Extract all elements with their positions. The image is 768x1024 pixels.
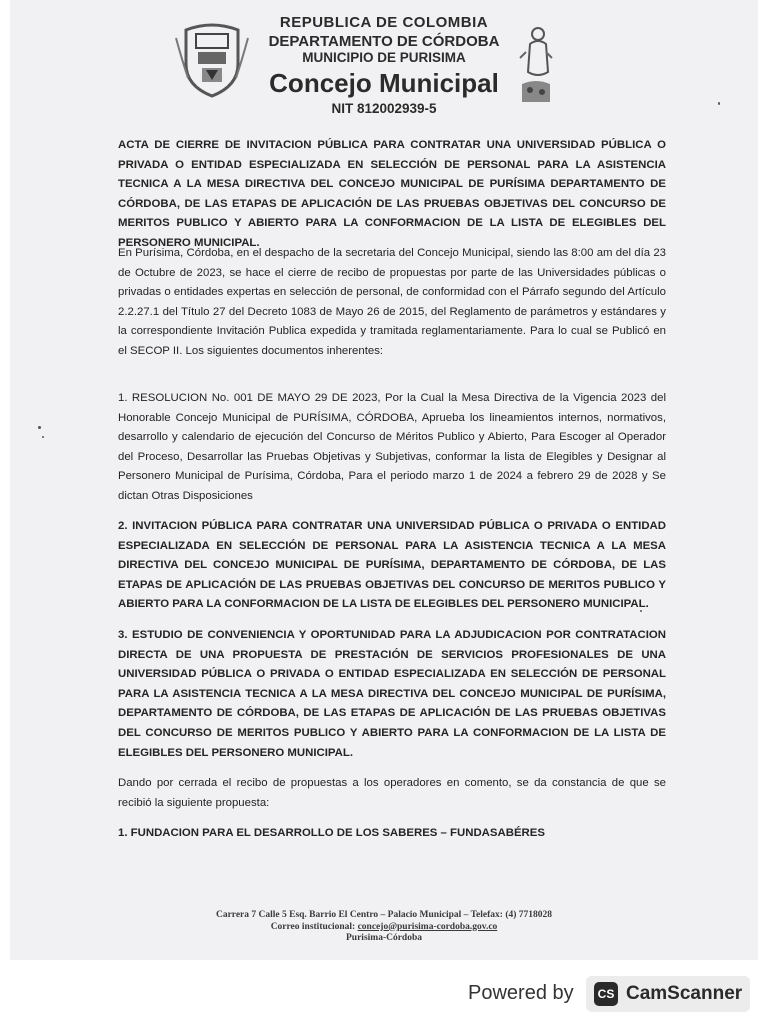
document-item-1: 1. RESOLUCION No. 001 DE MAYO 29 DE 2023, Por la Cual la Mesa Directiva de la Vigencia 2023 del Honorable Concejo Municipal de PURÍSIMA, CÓRDOBA, Aprueba los lineamientos internos, normativos, desarrollo y calendario de ejecución del Concurso de Méritos Publico y Abierto, Para Escoger al Operador del Proceso, Desarrollar las Pruebas Objetivas y Subjetivas, conformar la lista de Elegibles y Designar al Personero Municipal de Purísima, Córdoba, Para el periodo marzo 1 de 2024 a febrero 29 de 2028 y Se dictan Otras Disposiciones — [118, 392, 666, 502]
scan-speck — [38, 426, 41, 429]
received-proposal: 1. FUNDACION PARA EL DESARROLLO DE LOS SABERES – FUNDASABÉRES — [118, 827, 545, 839]
footer-email-line — [0, 922, 768, 934]
document-item-3: 3. ESTUDIO DE CONVENIENCIA Y OPORTUNIDAD PARA LA ADJUDICACION POR CONTRATACION DIRECTA DE UNA PROPUESTA DE PRESTACIÓN DE SERVICIOS PROFESIONALES DE UNA UNIVERSIDAD PÚBLICA O PRIVADA O ENTIDAD ESPECIALIZADA EN SELECCIÓN DE PERSONAL PARA LA ASISTENCIA TECNICA A LA MESA DIRECTIVA DEL CONCEJO MUNICIPAL DE PURÍSIMA, DEPARTAMENTO DE CÓRDOBA, DE LAS ETAPAS DE APLICACIÓN DE LAS PRUEBAS OBJETIVAS DEL CONCURSO DE MERITOS PUBLICO Y ABIERTO PARA LA CONFORMACION DE LA LISTA DE ELEGIBLES DEL PERSONERO MUNICIPAL. — [118, 629, 666, 759]
document-title: ACTA DE CIERRE DE INVITACION PÚBLICA PARA CONTRATAR UNA UNIVERSIDAD PÚBLICA O PRIVADA O ENTIDAD ESPECIALIZADA EN SELECCIÓN DE PERSONAL PARA LA ASISTENCIA TECNICA A LA MESA DIRECTIVA DEL CONCEJO MUNICIPAL DE PURÍSIMA DEPARTAMENTO DE CÓRDOBA, DE LAS ETAPAS DE APLICACIÓN DE LAS PRUEBAS OBJETIVAS DEL CONCURSO DE MERITOS PUBLICO Y ABIERTO PARA LA CONFORMACION DE LA LISTA DE ELEGIBLES DEL PERSONERO MUNICIPAL. — [118, 139, 666, 249]
letterhead-title: Concejo Municipal — [269, 68, 499, 98]
document-item-2: 2. INVITACION PÚBLICA PARA CONTRATAR UNA UNIVERSIDAD PÚBLICA O PRIVADA O ENTIDAD ESPECIALIZADA EN SELECCIÓN DE PERSONAL PARA LA ASISTENCIA TECNICA A LA MESA DIRECTIVA DEL CONCEJO MUNICIPAL DE PURÍSIMA, DEPARTAMENTO DE CÓRDOBA, DE LAS ETAPAS DE APLICACIÓN DE LAS PRUEBAS OBJETIVAS DEL CONCURSO DE MERITOS PUBLICO Y ABIERTO PARA LA CONFORMACION DE LA LISTA DE ELEGIBLES DEL PERSONERO MUNICIPAL. — [118, 520, 666, 611]
letterhead-nit: NIT 812002939-5 — [331, 101, 437, 116]
camscanner-badge — [586, 976, 750, 1012]
footer-city: Purisima-Córdoba — [346, 933, 422, 943]
letterhead — [0, 0, 768, 118]
intro-paragraph: En Purísima, Córdoba, en el despacho de la secretaria del Concejo Municipal, siendo las 8:00 am del día 23 de Octubre de 2023, se hace el cierre de recibo de propuestas por parte de las Universidades públicas o privadas o entidades expertas en selección de personal, de conformidad con el Párrafo segundo del Artículo 2.2.27.1 del Título 27 del Decreto 1083 de Mayo 26 de 2015, del Reglamento de parámetros y estándares y la correspondiente Invitación Publica expedida y tramitada reglamentariamente. Para lo cual se Publicó en el SECOP II. Los siguientes documentos inherentes: — [118, 247, 666, 357]
page-footer — [0, 910, 768, 945]
footer-email[interactable]: concejo@purisima-cordoba.gov.co — [357, 921, 498, 932]
scan-speck — [42, 436, 44, 438]
footer-email-label: Correo institucional: — [270, 921, 356, 932]
camscanner-brand: CamScanner — [626, 983, 743, 1004]
footer-address: Carrera 7 Calle 5 Esq. Barrio El Centro – Palacio Municipal – Telefax: (4) 7718028 — [215, 910, 553, 920]
scan-speck — [640, 610, 642, 612]
powered-by-label: Powered by — [468, 982, 574, 1004]
letterhead-country: REPUBLICA DE COLOMBIA — [279, 14, 489, 31]
letterhead-department: DEPARTAMENTO DE CÓRDOBA — [268, 33, 500, 50]
closing-paragraph: Dando por cerrada el recibo de propuestas a los operadores en comento, se da constancia de que se recibió la siguiente propuesta: — [118, 777, 666, 809]
camscanner-logo-icon: CS — [594, 982, 618, 1006]
letterhead-municipality: MUNICIPIO DE PURISIMA — [302, 50, 466, 65]
religious-figure-icon — [516, 22, 556, 106]
scan-speck — [718, 102, 720, 105]
